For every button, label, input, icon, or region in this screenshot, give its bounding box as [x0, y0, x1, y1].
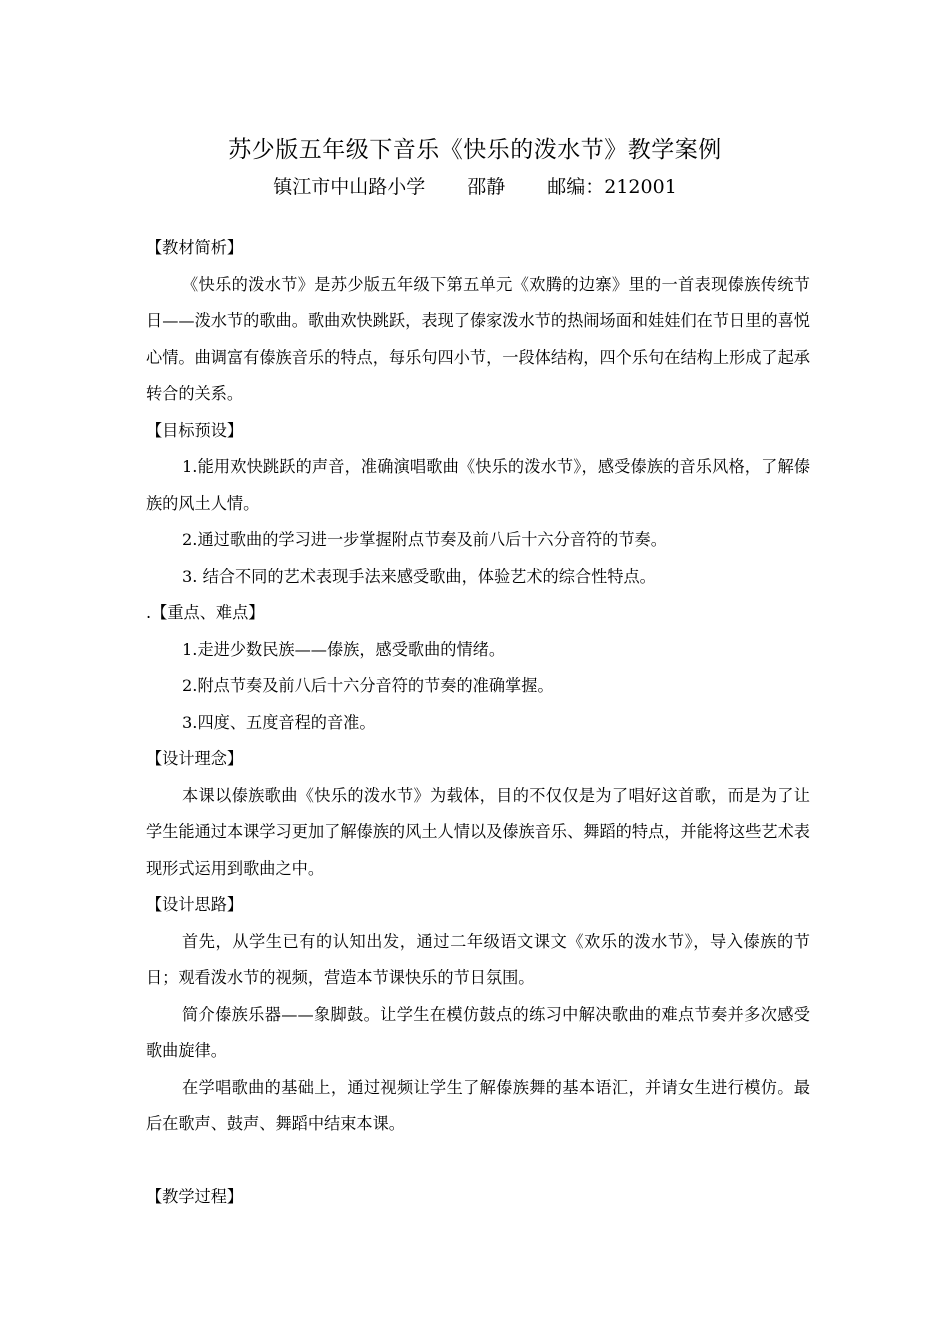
keypoint-item-3: 3.四度、五度音程的音准。: [182, 712, 376, 732]
section-heading-silu: 【设计思路】: [146, 895, 244, 914]
postcode: 邮编：212001: [547, 176, 677, 198]
paragraph-jiaocai: 《快乐的泼水节》是苏少版五年级下第五单元《欢腾的边寨》里的一首表现傣族传统节日——泼水节的歌曲。歌曲欢快跳跃，表现了傣家泼水节的热闹场面和娃娃们在节日里的喜悦心情。曲调富有傣族音乐的特点，每乐句四小节，一段体结构，四个乐句在结构上形成了起承转合的关系。: [146, 274, 810, 403]
goal-item-1: 1.能用欢快跳跃的声音，准确演唱歌曲《快乐的泼水节》，感受傣族的音乐风格，了解傣族的风土人情。: [146, 457, 810, 513]
paragraph-silu-2: 简介傣族乐器——象脚鼓。让学生在模仿鼓点的练习中解决歌曲的难点节奏并多次感受歌曲旋律。: [146, 1004, 810, 1060]
author-name: 邵静: [467, 176, 506, 198]
document-title: 苏少版五年级下音乐《快乐的泼水节》教学案例: [228, 137, 722, 163]
school-name: 镇江市中山路小学: [273, 176, 426, 198]
keypoint-item-2: 2.附点节奏及前八后十六分音符的节奏的准确掌握。: [182, 676, 554, 695]
paragraph-silu-1: 首先，从学生已有的认知出发，通过二年级语文课文《欢乐的泼水节》，导入傣族的节日；观看泼水节的视频，营造本节课快乐的节日氛围。: [146, 931, 810, 987]
goal-item-3: 3. 结合不同的艺术表现手法来感受歌曲，体验艺术的综合性特点。: [182, 566, 656, 586]
paragraph-silu-3: 在学唱歌曲的基础上，通过视频让学生了解傣族舞的基本语汇，并请女生进行模仿。最后在歌声、鼓声、舞蹈中结束本课。: [146, 1077, 810, 1133]
section-heading-jiaocai: 【教材简析】: [146, 238, 244, 257]
blank-line: [146, 1143, 810, 1180]
section-heading-zhongdian: .【重点、难点】: [146, 603, 265, 622]
section-heading-guocheng: 【教学过程】: [146, 1187, 244, 1206]
byline: [0, 170, 950, 204]
keypoint-item-1: 1.走进少数民族——傣族，感受歌曲的情绪。: [182, 639, 506, 659]
paragraph-linian: 本课以傣族歌曲《快乐的泼水节》为载体，目的不仅仅是为了唱好这首歌，而是为了让学生能通过本课学习更加了解傣族的风土人情以及傣族音乐、舞蹈的特点，并能将这些艺术表现形式运用到歌曲之中。: [146, 785, 810, 878]
document-body: [146, 230, 810, 1216]
goal-item-2: 2.通过歌曲的学习进一步掌握附点节奏及前八后十六分音符的节奏。: [182, 530, 667, 549]
section-heading-linian: 【设计理念】: [146, 749, 244, 768]
section-heading-mubiao: 【目标预设】: [146, 420, 244, 440]
